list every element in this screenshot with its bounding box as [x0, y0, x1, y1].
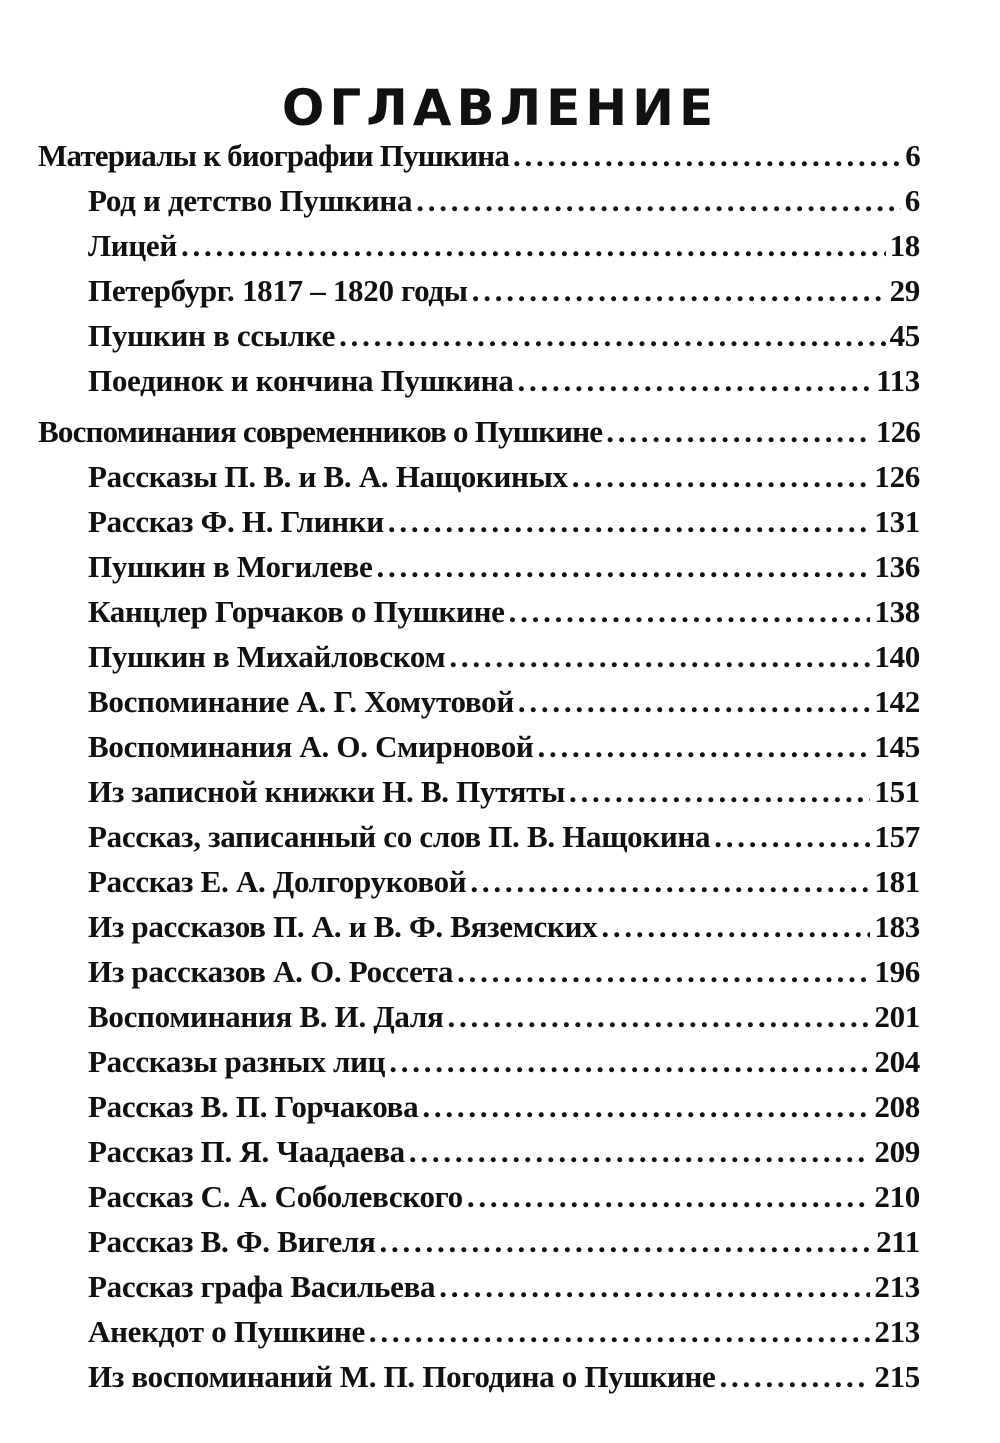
page-title: ОГЛАВЛЕНИЕ: [281, 78, 719, 137]
toc-entry: [38, 358, 920, 403]
toc-entry-title: Рассказ, записанный со слов П. В. Нащокина: [88, 819, 711, 854]
toc-entry-title: Рассказ Ф. Н. Глинки: [88, 504, 384, 539]
toc-entry: [38, 859, 920, 904]
toc-entry-title: Рассказ П. Я. Чаадаева: [88, 1134, 405, 1169]
toc-entry: [38, 268, 920, 313]
toc-entry: [38, 544, 920, 589]
toc-entry-page-number: 183: [874, 909, 920, 944]
toc-entry-page-number: 18: [889, 228, 920, 263]
section-heading-page-number: 6: [905, 138, 920, 173]
table-of-contents: [38, 133, 920, 1399]
toc-entry-page-number: 142: [874, 684, 920, 719]
toc-entry: [38, 1039, 920, 1084]
toc-entry: [38, 1309, 920, 1354]
toc-entry-page-number: 136: [874, 549, 920, 584]
toc-section: [38, 133, 920, 403]
toc-entry-page-number: 213: [874, 1269, 920, 1304]
toc-entry-title: Лицей: [88, 228, 177, 263]
dot-leader: [380, 1219, 873, 1264]
dot-leader: [513, 133, 901, 178]
dot-leader: [509, 589, 871, 634]
toc-entry-title: Из рассказов П. А. и В. Ф. Вяземских: [88, 909, 598, 944]
toc-entry-page-number: 213: [874, 1314, 920, 1349]
toc-entry: [38, 679, 920, 724]
toc-entry-title: Из рассказов А. О. Россета: [88, 954, 454, 989]
toc-entry-page-number: 29: [889, 273, 920, 308]
dot-leader: [439, 1264, 870, 1309]
toc-entry-title: Рассказ графа Васильева: [88, 1269, 436, 1304]
dot-leader: [388, 499, 871, 544]
toc-entry-page-number: 208: [874, 1089, 920, 1124]
toc-entry-title: Род и детство Пушкина: [88, 183, 413, 218]
toc-entry: [38, 634, 920, 679]
toc-entry: [38, 724, 920, 769]
toc-entry-title: Из записной книжки Н. В. Путяты: [88, 774, 565, 809]
dot-leader: [181, 223, 886, 268]
section-heading-title: Воспоминания современников о Пушкине: [38, 414, 603, 449]
dot-leader: [572, 454, 871, 499]
dot-leader: [389, 1039, 870, 1084]
toc-entry-title: Пушкин в Михайловском: [88, 639, 446, 674]
toc-entry: [38, 949, 920, 994]
section-heading-title: Материалы к биографии Пушкина: [38, 138, 510, 173]
toc-entry-page-number: 45: [889, 318, 920, 353]
dot-leader: [449, 634, 870, 679]
toc-entry: [38, 994, 920, 1039]
dot-leader: [601, 904, 870, 949]
toc-entry: [38, 904, 920, 949]
toc-entry-title: Воспоминания В. И. Даля: [88, 999, 444, 1034]
toc-entry-page-number: 131: [874, 504, 920, 539]
toc-entry-page-number: 157: [874, 819, 920, 854]
toc-entry-page-number: 113: [876, 363, 920, 398]
dot-leader: [470, 859, 870, 904]
section-heading: [38, 133, 920, 178]
toc-entry-page-number: 181: [874, 864, 920, 899]
toc-entry: [38, 454, 920, 499]
toc-entry: [38, 499, 920, 544]
toc-entry-page-number: 145: [874, 729, 920, 764]
dot-leader: [714, 814, 870, 859]
dot-leader: [422, 1084, 870, 1129]
toc-entry: [38, 1084, 920, 1129]
toc-entry-title: Рассказ В. П. Горчакова: [88, 1089, 419, 1124]
dot-leader: [416, 178, 901, 223]
section-heading: [38, 409, 920, 454]
toc-entry: [38, 1219, 920, 1264]
dot-leader: [472, 268, 886, 313]
dot-leader: [447, 994, 870, 1039]
toc-entry-title: Рассказы П. В. и В. А. Нащокиных: [88, 459, 568, 494]
dot-leader: [537, 724, 870, 769]
section-heading-page-number: 126: [875, 414, 920, 449]
dot-leader: [369, 1309, 870, 1354]
toc-entry-page-number: 211: [876, 1224, 920, 1259]
toc-entry-page-number: 151: [874, 774, 920, 809]
toc-entry-title: Рассказ Е. А. Долгоруковой: [88, 864, 467, 899]
toc-entry: [38, 1129, 920, 1174]
toc-entry: [38, 313, 920, 358]
toc-entry: [38, 1354, 920, 1399]
dot-leader: [719, 1354, 870, 1399]
dot-leader: [606, 409, 872, 454]
dot-leader: [569, 769, 870, 814]
toc-entry-title: Из воспоминаний М. П. Погодина о Пушкине: [88, 1359, 716, 1394]
toc-entry-page-number: 201: [874, 999, 920, 1034]
toc-section: [38, 409, 920, 1399]
toc-entry-title: Канцлер Горчаков о Пушкине: [88, 594, 505, 629]
toc-entry-title: Рассказ С. А. Соболевского: [88, 1179, 463, 1214]
toc-entry-page-number: 209: [874, 1134, 920, 1169]
toc-entry: [38, 589, 920, 634]
dot-leader: [517, 358, 872, 403]
dot-leader: [518, 679, 871, 724]
toc-entry-title: Пушкин в ссылке: [88, 318, 336, 353]
toc-entry-title: Пушкин в Могилеве: [88, 549, 373, 584]
toc-entry-page-number: 196: [874, 954, 920, 989]
toc-entry-page-number: 215: [874, 1359, 920, 1394]
toc-entry-title: Петербург. 1817 – 1820 годы: [88, 273, 468, 308]
toc-entry-title: Рассказ В. Ф. Вигеля: [88, 1224, 376, 1259]
toc-entry-title: Воспоминания А. О. Смирновой: [88, 729, 534, 764]
toc-entry-page-number: 140: [874, 639, 920, 674]
toc-entry: [38, 178, 920, 223]
dot-leader: [457, 949, 870, 994]
dot-leader: [376, 544, 870, 589]
toc-entry-title: Воспоминание А. Г. Хомутовой: [88, 684, 514, 719]
dot-leader: [339, 313, 886, 358]
toc-entry: [38, 1264, 920, 1309]
dot-leader: [467, 1174, 871, 1219]
toc-entry-title: Поединок и кончина Пушкина: [88, 363, 514, 398]
toc-entry-page-number: 204: [874, 1044, 920, 1079]
toc-entry: [38, 814, 920, 859]
toc-entry: [38, 1174, 920, 1219]
toc-entry: [38, 769, 920, 814]
toc-entry-page-number: 210: [874, 1179, 920, 1214]
toc-entry: [38, 223, 920, 268]
toc-entry-page-number: 126: [874, 459, 920, 494]
dot-leader: [409, 1129, 871, 1174]
toc-entry-page-number: 6: [904, 183, 920, 218]
toc-entry-title: Рассказы разных лиц: [88, 1044, 386, 1079]
toc-entry-title: Анекдот о Пушкине: [88, 1314, 365, 1349]
toc-entry-page-number: 138: [874, 594, 920, 629]
